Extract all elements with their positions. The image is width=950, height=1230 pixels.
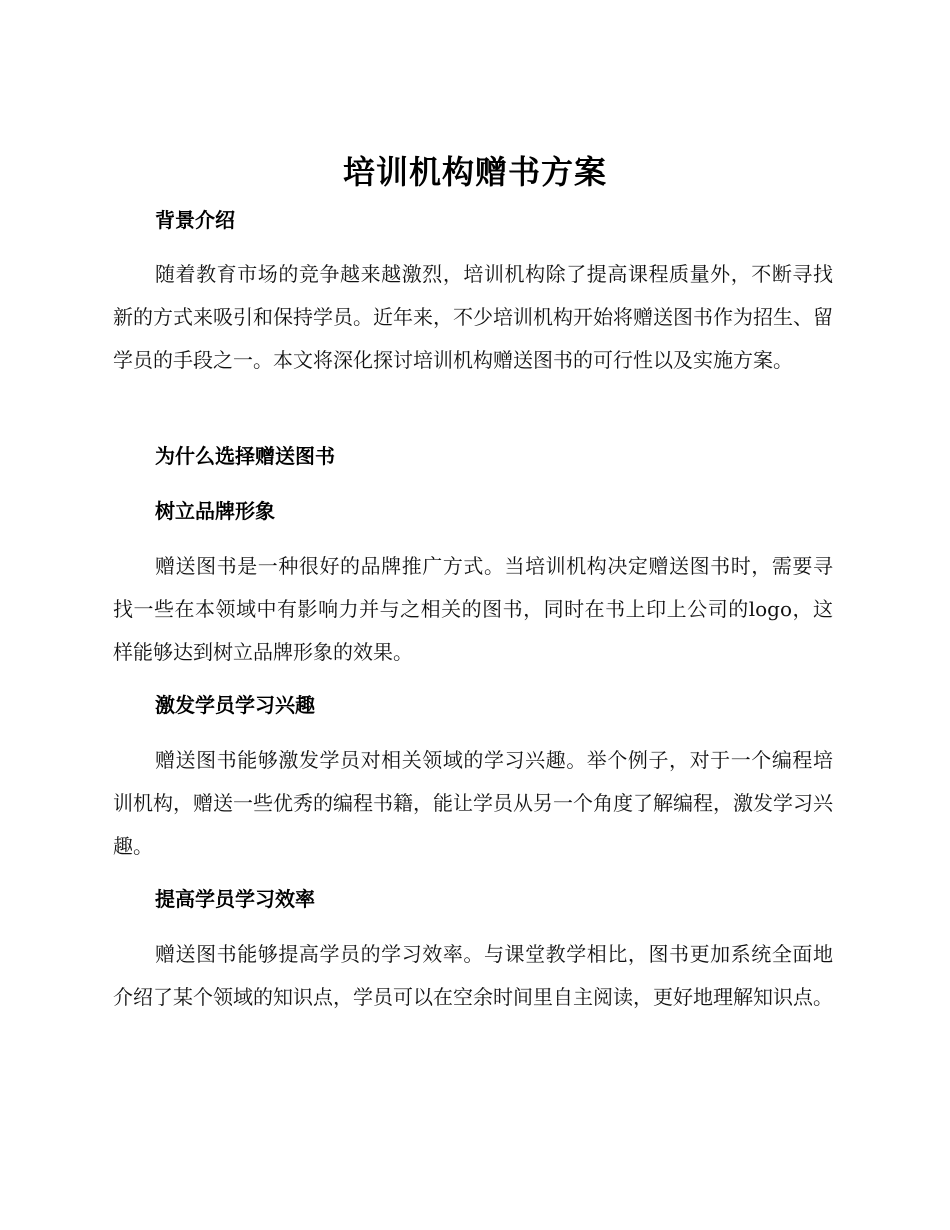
section-heading-why-books: 为什么选择赠送图书 [155,444,335,468]
section-heading-efficiency: 提高学员学习效率 [155,887,315,911]
section-paragraph-efficiency: 赠送图书能够提高学员的学习效率。与课堂教学相比，图书更加系统全面地介绍了某个领域的知识点，学员可以在空余时间里自主阅读，更好地理解知识点。 [113,942,833,1009]
document-title: 培训机构赠书方案 [342,153,607,191]
section-paragraph-background: 随着教育市场的竞争越来越激烈，培训机构除了提高课程质量外，不断寻找新的方式来吸引和保持学员。近年来，不少培训机构开始将赠送图书作为招生、留学员的手段之一。本文将深化探讨培训机构赠送图书的可行性以及实施方案。 [113,262,833,372]
section-heading-interest: 激发学员学习兴趣 [155,693,315,717]
section-heading-brand-image: 树立品牌形象 [155,499,275,523]
section-heading-background: 背景介绍 [155,208,235,232]
section-paragraph-interest: 赠送图书能够激发学员对相关领域的学习兴趣。举个例子，对于一个编程培训机构，赠送一些优秀的编程书籍，能让学员从另一个角度了解编程，激发学习兴趣。 [113,748,833,858]
section-paragraph-brand-image: 赠送图书是一种很好的品牌推广方式。当培训机构决定赠送图书时，需要寻找一些在本领域中有影响力并与之相关的图书，同时在书上印上公司的logo，这样能够达到树立品牌形象的效果。 [113,554,833,664]
